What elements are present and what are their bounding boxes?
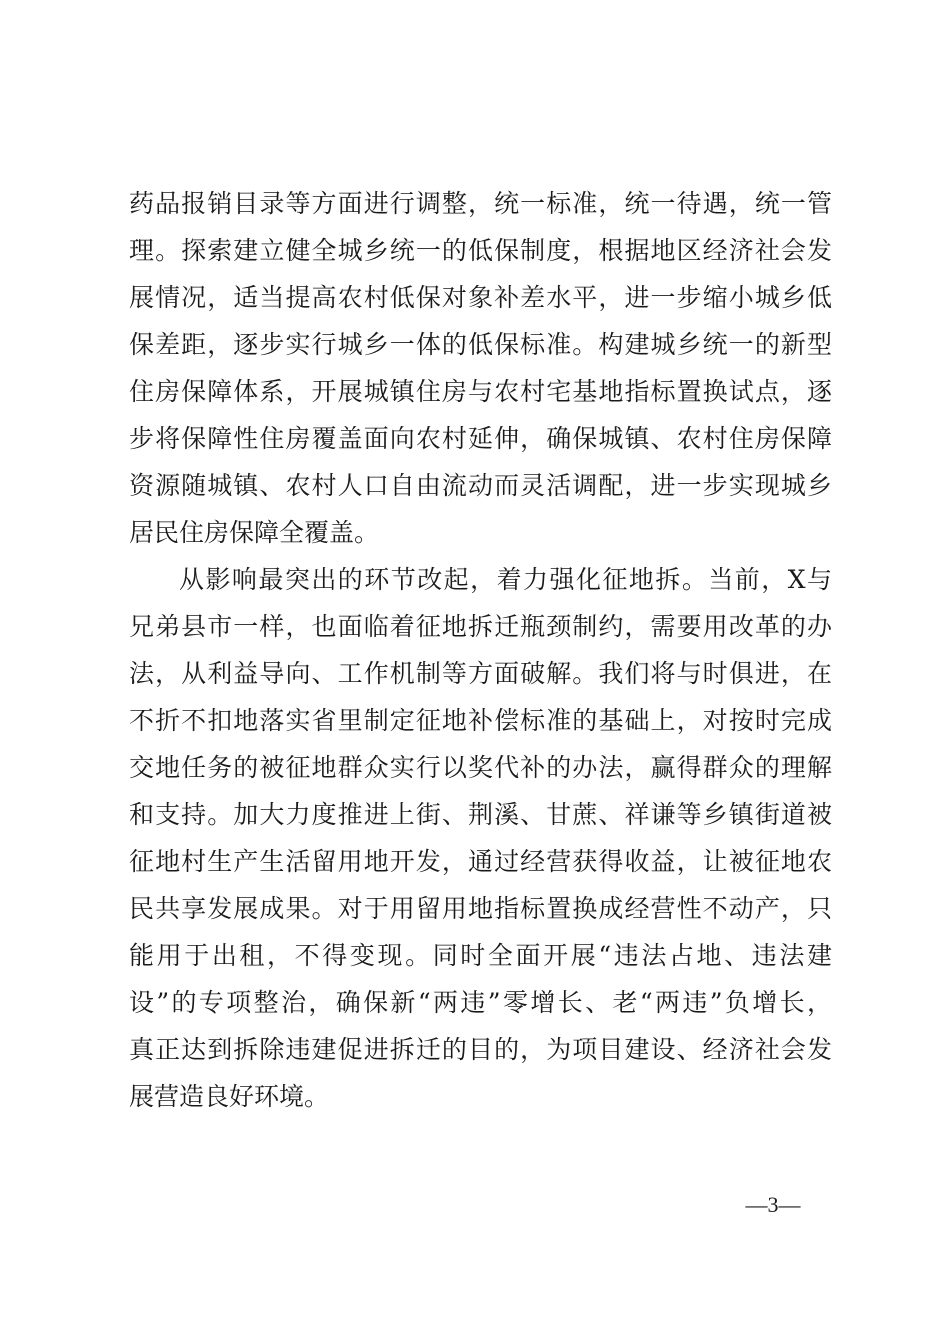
paragraph-2-line-10: 设”的专项整治，确保新“两违”零增长、老“两违”负增长，: [129, 988, 832, 1017]
paragraph-2-line-3: 法，从利益导向、工作机制等方面破解。我们将与时俱进，在: [129, 659, 832, 688]
paragraph-2-line-7: 征地村生产生活留用地开发，通过经营获得收益，让被征地农: [129, 847, 832, 876]
paragraph-1-line-7: 资源随城镇、农村人口自由流动而灵活调配，进一步实现城乡: [129, 471, 832, 500]
paragraph-2-line-9: 能用于出租，不得变现。同时全面开展“违法占地、违法建: [129, 941, 832, 970]
paragraph-2-line-6: 和支持。加大力度推进上街、荆溪、甘蔗、祥谦等乡镇街道被: [129, 800, 832, 829]
paragraph-2-line-11: 真正达到拆除违建促进拆迁的目的，为项目建设、经济社会发: [129, 1035, 832, 1064]
paragraph-2-line-12: 展营造良好环境。: [129, 1082, 330, 1111]
body-text: [129, 180, 832, 1120]
paragraph-2-line-1: 从影响最突出的环节改起，着力强化征地拆。当前，X与: [179, 565, 832, 594]
paragraph-2-line-8: 民共享发展成果。对于用留用地指标置换成经营性不动产，只: [129, 894, 832, 923]
paragraph-1-line-2: 理。探索建立健全城乡统一的低保制度，根据地区经济社会发: [129, 236, 832, 265]
paragraph-1-line-6: 步将保障性住房覆盖面向农村延伸，确保城镇、农村住房保障: [129, 424, 832, 453]
paragraph-1-line-3: 展情况，适当提高农村低保对象补差水平，进一步缩小城乡低: [129, 283, 832, 312]
paragraph-1-line-4: 保差距，逐步实行城乡一体的低保标准。构建城乡统一的新型: [129, 330, 832, 359]
paragraph-2-line-2: 兄弟县市一样，也面临着征地拆迁瓶颈制约，需要用改革的办: [129, 612, 832, 641]
paragraph-1-line-5: 住房保障体系，开展城镇住房与农村宅基地指标置换试点，逐: [129, 377, 832, 406]
paragraph-1-line-8: 居民住房保障全覆盖。: [129, 518, 380, 547]
paragraph-2-line-5: 交地任务的被征地群众实行以奖代补的办法，赢得群众的理解: [129, 753, 832, 782]
paragraph-1-line-1: 药品报销目录等方面进行调整，统一标准，统一待遇，统一管: [129, 189, 832, 218]
page-number: —3—: [745, 1192, 801, 1217]
paragraph-2-line-4: 不折不扣地落实省里制定征地补偿标准的基础上，对按时完成: [129, 706, 832, 735]
